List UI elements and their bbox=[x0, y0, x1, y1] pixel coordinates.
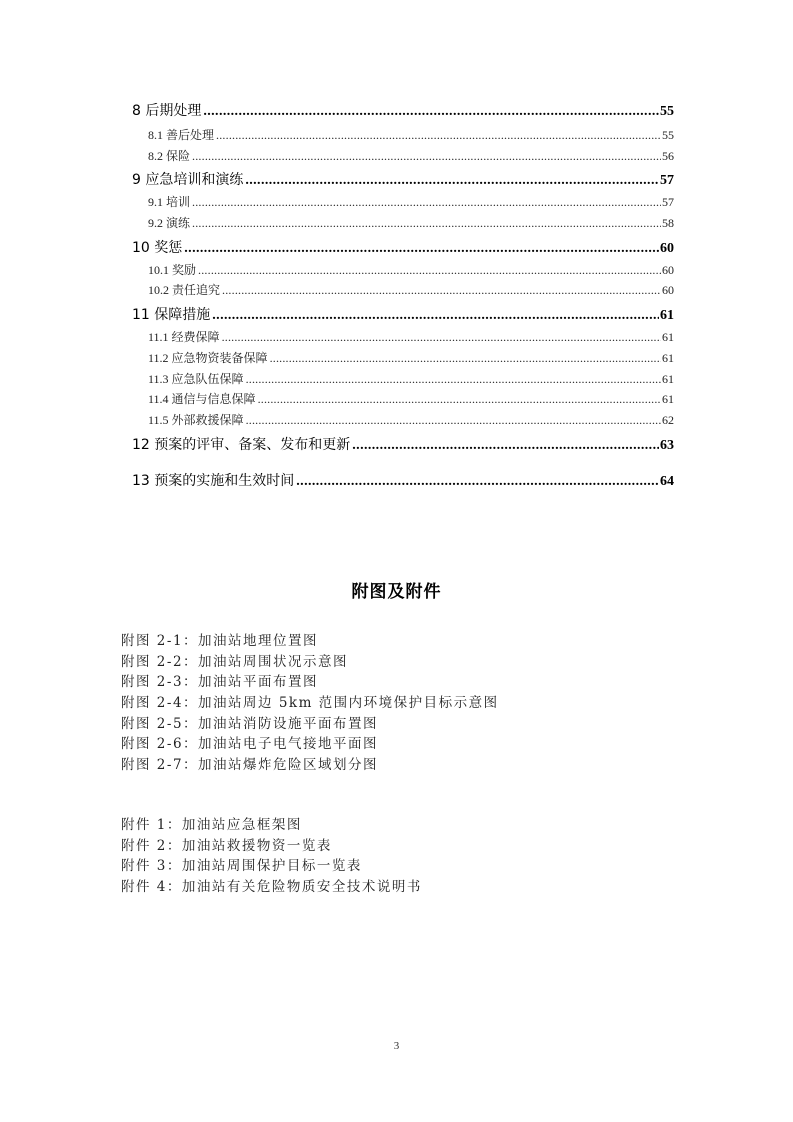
toc-page-number: 61 bbox=[662, 350, 674, 365]
toc-entry[interactable] bbox=[132, 147, 674, 168]
toc-leader-dots bbox=[216, 128, 661, 143]
toc-entry[interactable] bbox=[132, 169, 674, 193]
appendix-heading: 附图及附件 bbox=[351, 582, 442, 602]
toc-entry-label: 13 预案的实施和生效时间 bbox=[132, 472, 295, 489]
toc-entry[interactable] bbox=[132, 411, 674, 432]
toc-entry-label: 9.1 培训 bbox=[148, 195, 191, 210]
attachment-list-item: 附件 4：加油站有关危险物质安全技术说明书 bbox=[121, 879, 422, 896]
toc-page-number: 58 bbox=[662, 216, 674, 231]
figure-list-item: 附图 2-5：加油站消防设施平面布置图 bbox=[121, 715, 379, 732]
toc-page-number: 56 bbox=[662, 148, 674, 163]
toc-entry-label: 9.2 演练 bbox=[148, 216, 191, 231]
toc-page-number: 57 bbox=[660, 173, 674, 189]
toc-entry[interactable] bbox=[132, 214, 674, 235]
toc-leader-dots bbox=[198, 263, 661, 278]
toc-leader-dots bbox=[212, 308, 659, 324]
toc-entry[interactable] bbox=[132, 126, 674, 147]
table-of-contents bbox=[132, 100, 674, 494]
toc-page-number: 60 bbox=[662, 283, 674, 298]
attachment-list-item: 附件 1：加油站应急框架图 bbox=[121, 817, 302, 833]
figure-list-item: 附图 2-4：加油站周边 5km 范围内环境保护目标示意图 bbox=[121, 695, 499, 712]
toc-entry-label: 11.2 应急物资装备保障 bbox=[148, 350, 268, 365]
toc-entry-label: 11.5 外部救援保障 bbox=[148, 412, 244, 427]
toc-leader-dots bbox=[222, 330, 661, 345]
attachment-list-item: 附件 3：加油站周围保护目标一览表 bbox=[121, 858, 362, 875]
toc-entry-label: 8 后期处理 bbox=[132, 103, 202, 119]
toc-entry-label: 9 应急培训和演练 bbox=[132, 172, 244, 189]
toc-leader-dots bbox=[352, 438, 659, 454]
appendix-figures-list bbox=[121, 631, 499, 776]
appendix-attachments-list bbox=[121, 815, 422, 898]
toc-entry-label: 8.2 保险 bbox=[148, 148, 191, 163]
toc-entry-label: 11 保障措施 bbox=[132, 307, 211, 324]
toc-page-number: 61 bbox=[662, 392, 674, 407]
toc-leader-dots bbox=[245, 173, 659, 189]
toc-entry[interactable] bbox=[132, 100, 674, 124]
toc-leader-dots bbox=[246, 413, 661, 428]
figure-list-item: 附图 2-2：加油站周围状况示意图 bbox=[121, 653, 349, 670]
toc-entry-label: 11.1 经费保障 bbox=[148, 330, 220, 345]
toc-entry[interactable] bbox=[132, 193, 674, 214]
page-number: 3 bbox=[393, 1040, 400, 1052]
toc-page-number: 63 bbox=[660, 437, 674, 453]
toc-entry[interactable] bbox=[132, 390, 674, 411]
toc-page-number: 57 bbox=[662, 195, 674, 210]
toc-entry-label: 11.3 应急队伍保障 bbox=[148, 371, 244, 386]
figure-list-item: 附图 2-1：加油站地理位置图 bbox=[121, 633, 319, 649]
toc-leader-dots bbox=[258, 392, 661, 407]
toc-entry-label: 8.1 善后处理 bbox=[148, 128, 215, 142]
toc-entry[interactable] bbox=[132, 281, 674, 302]
figure-list-item: 附图 2-3：加油站平面布置图 bbox=[121, 674, 319, 691]
toc-entry-label: 10.1 奖励 bbox=[148, 262, 197, 277]
toc-entry[interactable] bbox=[132, 328, 674, 349]
toc-entry-label: 12 预案的评审、备案、发布和更新 bbox=[132, 436, 351, 453]
toc-page-number: 60 bbox=[662, 262, 674, 277]
toc-entry[interactable] bbox=[132, 470, 674, 494]
toc-page-number: 61 bbox=[660, 308, 674, 324]
toc-entry[interactable] bbox=[132, 349, 674, 370]
toc-leader-dots bbox=[192, 195, 661, 210]
toc-entry-label: 10.2 责任追究 bbox=[148, 283, 221, 298]
toc-leader-dots bbox=[184, 241, 659, 257]
toc-entry-label: 10 奖惩 bbox=[132, 239, 183, 256]
toc-page-number: 61 bbox=[662, 371, 674, 386]
toc-leader-dots bbox=[192, 149, 661, 164]
attachment-list-item: 附件 2：加油站救援物资一览表 bbox=[121, 837, 332, 854]
toc-entry-label: 11.4 通信与信息保障 bbox=[148, 392, 256, 407]
toc-page-number: 55 bbox=[662, 128, 674, 142]
toc-entry[interactable] bbox=[132, 237, 674, 261]
toc-page-number: 62 bbox=[662, 412, 674, 427]
toc-leader-dots bbox=[246, 372, 661, 387]
toc-page-number: 61 bbox=[662, 330, 674, 345]
figure-list-item: 附图 2-7：加油站爆炸危险区域划分图 bbox=[121, 757, 379, 774]
toc-entry[interactable] bbox=[132, 261, 674, 282]
toc-entry[interactable] bbox=[132, 434, 674, 458]
toc-leader-dots bbox=[270, 351, 661, 366]
toc-leader-dots bbox=[203, 104, 659, 120]
toc-page-number: 55 bbox=[660, 104, 674, 119]
toc-leader-dots bbox=[192, 216, 661, 231]
toc-leader-dots bbox=[296, 474, 659, 490]
toc-leader-dots bbox=[222, 283, 661, 298]
toc-entry[interactable] bbox=[132, 304, 674, 328]
toc-page-number: 60 bbox=[660, 240, 674, 256]
toc-entry[interactable] bbox=[132, 370, 674, 391]
toc-page-number: 64 bbox=[660, 473, 674, 489]
figure-list-item: 附图 2-6：加油站电子电气接地平面图 bbox=[121, 736, 379, 753]
